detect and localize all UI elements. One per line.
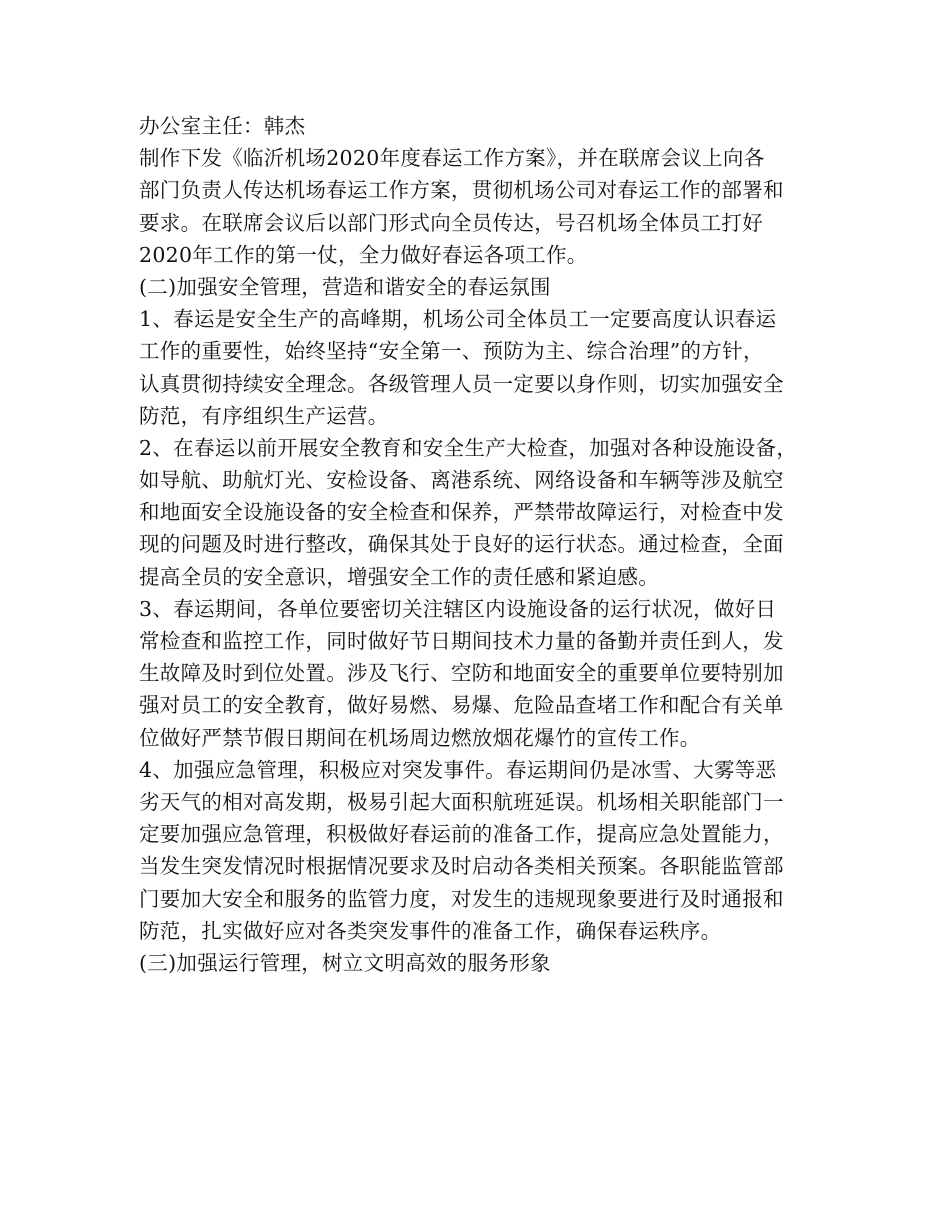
text-line: 防范，扎实做好应对各类突发事件的准备工作，确保春运秩序。	[139, 918, 722, 943]
text-line: 劣天气的相对高发期，极易引起大面积航班延误。机场相关职能部门一	[139, 789, 784, 814]
text-line: 提高全员的安全意识，增强安全工作的责任感和紧迫感。	[139, 564, 659, 589]
document-body	[139, 110, 827, 979]
text-line: 认真贯彻持续安全理念。各级管理人员一定要以身作则，切实加强安全	[139, 371, 784, 396]
text-line: 部门负责人传达机场春运工作方案，贯彻机场公司对春运工作的部署和	[139, 178, 784, 203]
contact-line: 办公室主任：韩杰	[139, 114, 306, 138]
text-line: 强对员工的安全教育，做好易燃、易爆、危险品查堵工作和配合有关单	[139, 693, 784, 718]
text-line: 防范，有序组织生产运营。	[139, 403, 389, 428]
text-line: 工作的重要性，始终坚持“安全第一、预防为主、综合治理”的方针，	[139, 339, 764, 364]
text-line: 现的问题及时进行整改，确保其处于良好的运行状态。通过检查，全面	[139, 532, 784, 557]
text-line: 定要加强应急管理，积极做好春运前的准备工作，提高应急处置能力，	[139, 822, 784, 847]
text-line: 3、春运期间，各单位要密切关注辖区内设施设备的运行状况，做好日	[139, 596, 777, 621]
text-line: 当发生突发情况时根据情况要求及时启动各类相关预案。各职能监管部	[139, 854, 784, 879]
text-line: 2、在春运以前开展安全教育和安全生产大检查，加强对各种设施设备，	[139, 435, 798, 460]
text-line: 制作下发《临沂机场2020年度春运工作方案》，并在联席会议上向各	[139, 146, 765, 171]
text-line: 位做好严禁节假日期间在机场周边燃放烟花爆竹的宣传工作。	[139, 725, 701, 750]
text-line: 生故障及时到位处置。涉及飞行、空防和地面安全的重要单位要特别加	[139, 661, 784, 686]
text-line: 如导航、助航灯光、安检设备、离港系统、网络设备和车辆等涉及航空	[139, 468, 784, 493]
text-line: 4、加强应急管理，积极应对突发事件。春运期间仍是冰雪、大雾等恶	[139, 757, 777, 782]
section-heading: (二)加强安全管理，营造和谐安全的春运氛围	[139, 274, 551, 299]
text-line: 常检查和监控工作，同时做好节日期间技术力量的备勤并责任到人，发	[139, 629, 784, 653]
text-line: 和地面安全设施设备的安全检查和保养，严禁带故障运行，对检查中发	[139, 500, 784, 525]
text-line: 2020年工作的第一仗，全力做好春运各项工作。	[139, 242, 588, 267]
text-line: 要求。在联席会议后以部门形式向全员传达，号召机场全体员工打好	[139, 210, 763, 235]
section-heading: (三)加强运行管理，树立文明高效的服务形象	[139, 950, 551, 975]
text-line: 1、春运是安全生产的高峰期，机场公司全体员工一定要高度认识春运	[139, 307, 777, 332]
text-line: 门要加大安全和服务的监管力度，对发生的违规现象要进行及时通报和	[139, 886, 784, 911]
